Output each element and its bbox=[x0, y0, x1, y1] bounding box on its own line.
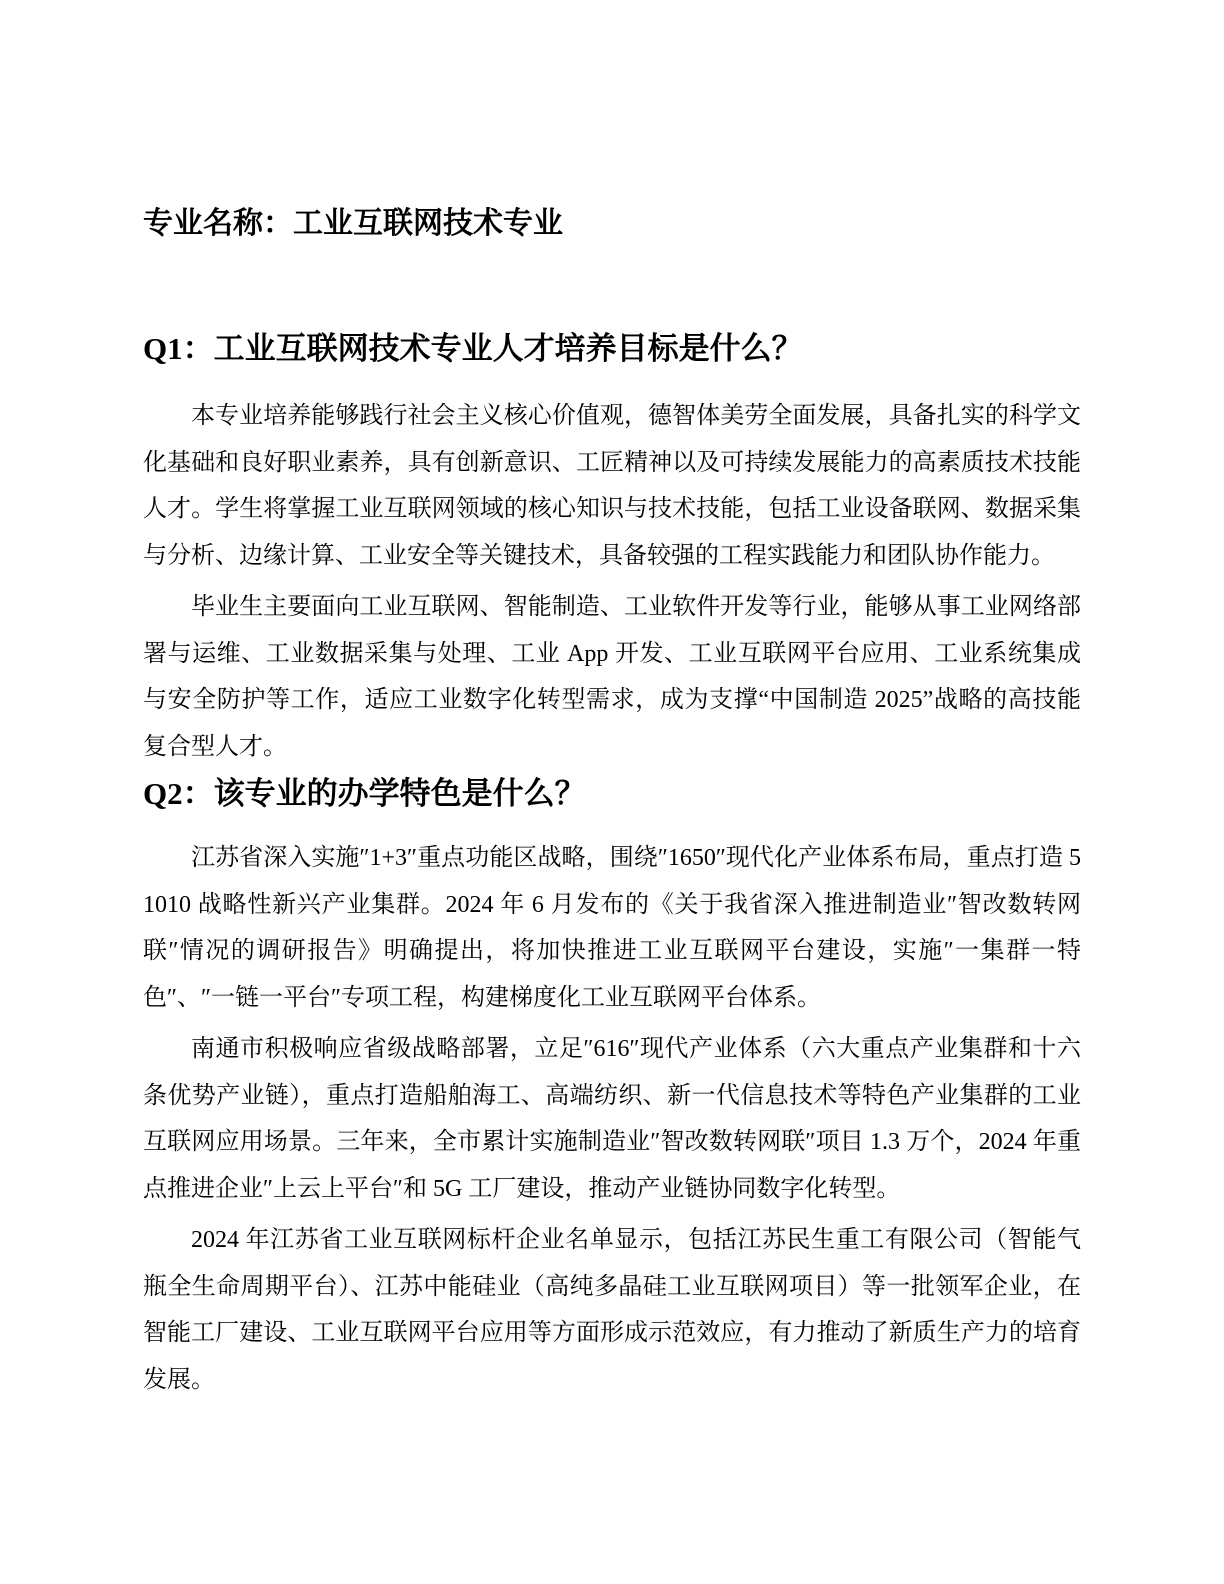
question-1-heading: Q1：工业互联网技术专业人才培养目标是什么？ bbox=[143, 331, 803, 366]
q1-section bbox=[143, 327, 1081, 770]
q1-answer-paragraph-2: 毕业生主要面向工业互联网、智能制造、工业软件开发等行业，能够从事工业网络部署与运维、工业数据采集与处理、工业 App 开发、工业互联网平台应用、工业系统集成与安全防护等工作，适应工业数字化转型需求，成为支撑“中国制造 2025”战略的高技能复合型人才。 bbox=[143, 594, 1081, 760]
question-2-heading: Q2：该专业的办学特色是什么？ bbox=[143, 776, 586, 811]
q1-answer-paragraph-1: 本专业培养能够践行社会主义核心价值观，德智体美劳全面发展，具备扎实的科学文化基础和良好职业素养，具有创新意识、工匠精神以及可持续发展能力的高素质技术技能人才。学生将掌握工业互联网领域的核心知识与技术技能，包括工业设备联网、数据采集与分析、边缘计算、工业安全等关键技术，具备较强的工程实践能力和团队协作能力。 bbox=[143, 403, 1081, 569]
q2-answer-paragraph-1: 江苏省深入实施″1+3″重点功能区战略，围绕″1650″现代化产业体系布局，重点打造 51010 战略性新兴产业集群。2024 年 6 月发布的《关于我省深入推进制造业″智改数转网联″情况的调研报告》明确提出，将加快推进工业互联网平台建设，实施″一集群一特色″、″一链一平台″专项工程，构建梯度化工业互联网平台体系。 bbox=[143, 845, 1081, 1011]
q2-answer-paragraph-2: 南通市积极响应省级战略部署，立足″616″现代产业体系（六大重点产业集群和十六条优势产业链），重点打造船舶海工、高端纺织、新一代信息技术等特色产业集群的工业互联网应用场景。三年来，全市累计实施制造业″智改数转网联″项目 1.3 万个，2024 年重点推进企业″上云上平台″和 5G 工厂建设，推动产业链协同数字化转型。 bbox=[143, 1036, 1081, 1202]
q2-answer-paragraph-3: 2024 年江苏省工业互联网标杆企业名单显示，包括江苏民生重工有限公司（智能气瓶全生命周期平台）、江苏中能硅业（高纯多晶硅工业互联网项目）等一批领军企业，在智能工厂建设、工业互联网平台应用等方面形成示范效应，有力推动了新质生产力的培育发展。 bbox=[143, 1227, 1081, 1393]
q2-section bbox=[143, 772, 1081, 1403]
page-title: 专业名称：工业互联网技术专业 bbox=[143, 207, 563, 240]
